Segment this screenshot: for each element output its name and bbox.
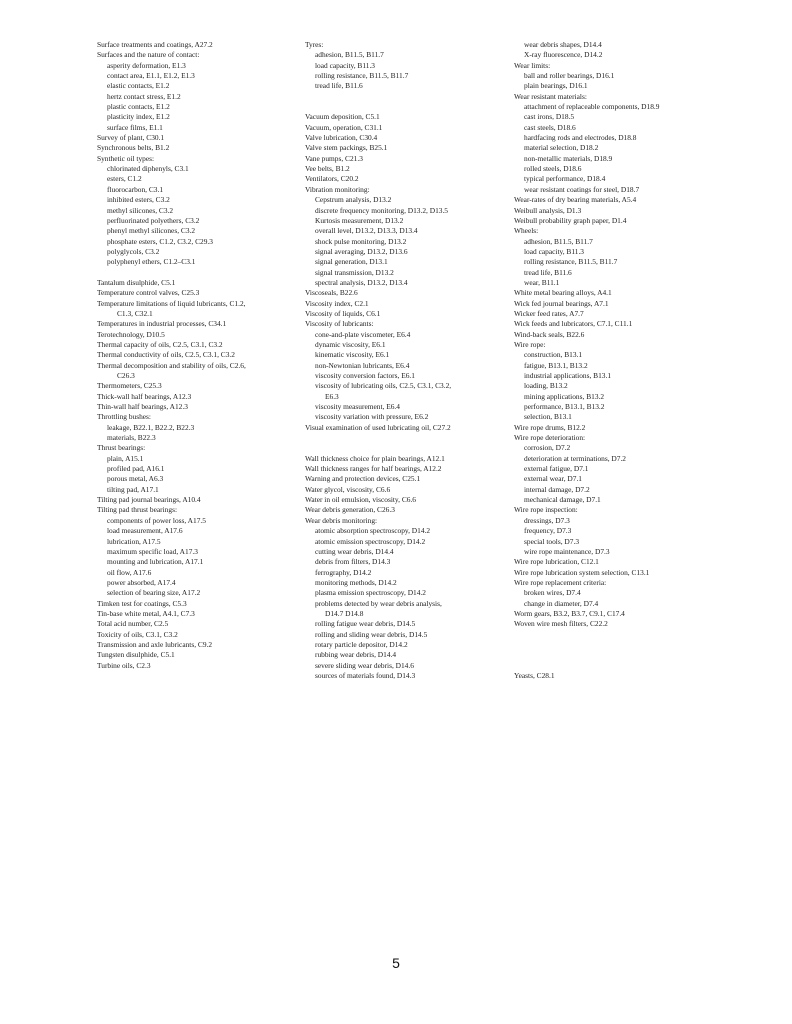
index-entry: Wire rope replacement criteria: (514, 577, 607, 587)
index-subentry: oil flow, A17.6 (107, 567, 152, 577)
index-subentry: construction, B13.1 (524, 350, 583, 360)
index-subentry: components of power loss, A17.5 (107, 515, 206, 525)
index-subentry: load capacity, B11.3 (524, 246, 584, 256)
index-entry: Viscosity index, C2.1 (305, 298, 369, 308)
index-entry: Thermometers, C25.3 (97, 381, 162, 391)
index-subentry: load capacity, B11.3 (315, 60, 375, 70)
index-entry: Water glycol, viscosity, C6.6 (305, 484, 391, 494)
index-subentry: Cepstrum analysis, D13.2 (315, 195, 392, 205)
index-subentry: viscosity of lubricating oils, C2.5, C3.1, C3.2, (315, 381, 452, 391)
index-gap (514, 661, 714, 671)
index-subentry: overall level, D13.2, D13.3, D13.4 (315, 226, 418, 236)
index-entry: Vane pumps, C21.3 (305, 153, 363, 163)
index-subentry: rolling and sliding wear debris, D14.5 (315, 629, 428, 639)
index-entry: Tilting pad journal bearings, A10.4 (97, 495, 201, 505)
index-subentry: viscosity measurement, E6.4 (315, 402, 400, 412)
index-subentry: C1.3, C32.1 (117, 308, 153, 318)
index-entry: Wire rope lubrication, C12.1 (514, 557, 599, 567)
index-subentry: phenyl methyl silicones, C3.2 (107, 226, 196, 236)
index-subentry: E6.3 (325, 391, 339, 401)
index-entry: Vacuum deposition, C5.1 (305, 112, 380, 122)
index-entry: Wall thickness choice for plain bearings, A12.1 (305, 453, 445, 463)
index-entry: Vibration monitoring: (305, 184, 370, 194)
index-entry: Synthetic oil types: (97, 153, 155, 163)
index-column-2 (305, 40, 505, 681)
index-entry: Tilting pad thrust bearings: (97, 505, 177, 515)
index-entry: Wick fed journal bearings, A7.1 (514, 298, 609, 308)
index-entry: Wear limits: (514, 60, 551, 70)
index-subentry: tread life, B11.6 (524, 267, 572, 277)
index-subentry: material selection, D18.2 (524, 143, 599, 153)
index-subentry: chlorinated diphenyls, C3.1 (107, 164, 189, 174)
index-entry: Wire rope drums, B12.2 (514, 422, 586, 432)
index-entry: Transmission and axle lubricants, C9.2 (97, 639, 213, 649)
index-entry: Viscosity of lubricants: (305, 319, 374, 329)
index-subentry: frequency, D7.3 (524, 526, 572, 536)
index-entry: Weibull analysis, D1.3 (514, 205, 582, 215)
index-subentry: viscosity variation with pressure, E6.2 (315, 412, 429, 422)
index-subentry: porous metal, A6.3 (107, 474, 164, 484)
index-entry: Wire rope deterioration: (514, 433, 586, 443)
index-subentry: rotary particle depositor, D14.2 (315, 639, 408, 649)
index-subentry: leakage, B22.1, B22.2, B22.3 (107, 422, 195, 432)
index-subentry: inhibited esters, C3.2 (107, 195, 170, 205)
index-gap (514, 640, 714, 650)
index-entry: Temperature control valves, C25.3 (97, 288, 200, 298)
index-subentry: dynamic viscosity, E6.1 (315, 339, 386, 349)
index-subentry: monitoring methods, D14.2 (315, 577, 397, 587)
index-gap (305, 102, 505, 112)
index-entry: White metal bearing alloys, A4.1 (514, 288, 612, 298)
index-entry: Tyres: (305, 40, 324, 49)
index-gap (514, 650, 714, 660)
index-entry: Warning and protection devices, C25.1 (305, 474, 421, 484)
index-subentry: non-metallic materials, D18.9 (524, 153, 613, 163)
index-subentry: ferrography, D14.2 (315, 567, 372, 577)
index-subentry: methyl silicones, C3.2 (107, 205, 174, 215)
index-subentry: D14.7 D14.8 (325, 608, 364, 618)
index-subentry: cutting wear debris, D14.4 (315, 546, 394, 556)
index-entry: Wick feeds and lubricators, C7.1, C11.1 (514, 319, 633, 329)
index-subentry: signal transmission, D13.2 (315, 267, 394, 277)
index-subentry: wire rope maintenance, D7.3 (524, 546, 610, 556)
index-entry: Thrust bearings: (97, 443, 146, 453)
index-subentry: signal averaging, D13.2, D13.6 (315, 246, 408, 256)
index-gap (97, 268, 297, 278)
index-subentry: cone-and-plate viscometer, E6.4 (315, 329, 411, 339)
index-subentry: typical performance, D18.4 (524, 174, 606, 184)
index-subentry: adhesion, B11.5, B11.7 (524, 236, 593, 246)
index-subentry: industrial applications, B13.1 (524, 371, 612, 380)
index-entry: Viscosity of liquids, C6.1 (305, 308, 381, 318)
index-subentry: polyphenyl ethers, C1.2–C3.1 (107, 257, 196, 267)
index-entry: Ventilators, C20.2 (305, 174, 359, 184)
index-entry: Wheels: (514, 226, 539, 236)
index-subentry: power absorbed, A17.4 (107, 577, 176, 587)
index-entry: Wire rope: (514, 339, 546, 349)
index-subentry: attachment of replaceable components, D18.9 (524, 102, 660, 112)
index-subentry: elastic contacts, E1.2 (107, 81, 170, 91)
index-entry: Wall thickness ranges for half bearings, A12.2 (305, 464, 442, 474)
index-entry: Tantalum disulphide, C5.1 (97, 277, 176, 287)
index-subentry: dressings, D7.3 (524, 515, 570, 525)
index-entry: Valve lubrication, C30.4 (305, 133, 378, 143)
index-entry: Survey of plant, C30.1 (97, 133, 165, 143)
index-subentry: phosphate esters, C1.2, C3.2, C29.3 (107, 236, 213, 246)
index-entry: Total acid number, C2.5 (97, 619, 169, 629)
index-subentry: fatigue, B13.1, B13.2 (524, 360, 588, 370)
index-subentry: tread life, B11.6 (315, 81, 363, 91)
index-entry: Tungsten disulphide, C5.1 (97, 650, 175, 660)
index-subentry: fluorocarbon, C3.1 (107, 184, 164, 194)
index-entry: Toxicity of oils, C3.1, C3.2 (97, 629, 178, 639)
index-subentry: asperity deformation, E1.3 (107, 60, 186, 70)
index-entry: Thermal capacity of oils, C2.5, C3.1, C3.2 (97, 339, 223, 349)
index-entry: Surface treatments and coatings, A27.2 (97, 40, 213, 49)
index-gap (514, 630, 714, 640)
index-subentry: polyglycols, C3.2 (107, 246, 160, 256)
index-subentry: mounting and lubrication, A17.1 (107, 557, 204, 567)
index-entry: Throttling bushes: (97, 412, 151, 422)
index-subentry: rolling fatigue wear debris, D14.5 (315, 619, 416, 629)
index-entry: Wear-rates of dry bearing materials, A5.4 (514, 195, 637, 205)
index-subentry: load measurement, A17.6 (107, 526, 183, 536)
index-column-3 (514, 40, 714, 681)
index-entry: Thick-wall half bearings, A12.3 (97, 391, 192, 401)
page-number: 5 (392, 955, 400, 971)
index-subentry: selection of bearing size, A17.2 (107, 588, 201, 598)
index-gap (305, 92, 505, 102)
index-subentry: rolling resistance, B11.5, B11.7 (315, 71, 409, 81)
index-subentry: selection, B13.1 (524, 412, 572, 422)
index-subentry: cast steels, D18.6 (524, 122, 576, 132)
index-subentry: cast irons, D18.5 (524, 112, 575, 122)
index-subentry: atomic absorption spectroscopy, D14.2 (315, 526, 431, 536)
index-subentry: problems detected by wear debris analysis, (315, 598, 442, 608)
index-entry: Surfaces and the nature of contact: (97, 50, 200, 60)
index-subentry: profiled pad, A16.1 (107, 464, 165, 474)
index-subentry: wear debris shapes, D14.4 (524, 40, 602, 49)
index-subentry: internal damage, D7.2 (524, 484, 590, 494)
index-subentry: performance, B13.1, B13.2 (524, 402, 605, 412)
index-subentry: plain bearings, D16.1 (524, 81, 588, 91)
index-subentry: rolled steels, D18.6 (524, 164, 582, 174)
index-subentry: external fatigue, D7.1 (524, 464, 589, 474)
index-entry: Wind-back seals, B22.6 (514, 329, 585, 339)
index-entry: Turbine oils, C2.3 (97, 660, 151, 670)
index-entry: Water in oil emulsion, viscosity, C6.6 (305, 495, 417, 505)
index-subentry: kinematic viscosity, E6.1 (315, 350, 390, 360)
index-subentry: X-ray fluorescence, D14.2 (524, 50, 603, 60)
index-entry: Thermal conductivity of oils, C2.5, C3.1, C3.2 (97, 350, 235, 360)
index-subentry: maximum specific load, A17.3 (107, 546, 198, 556)
index-gap (305, 433, 505, 443)
index-entry: Woven wire mesh filters, C22.2 (514, 619, 608, 629)
index-subentry: plain, A15.1 (107, 453, 144, 463)
index-entry: Weibull probability graph paper, D1.4 (514, 215, 627, 225)
index-subentry: shock pulse monitoring, D13.2 (315, 236, 407, 246)
index-entry: Vee belts, B1.2 (305, 164, 350, 174)
index-subentry: plasticity index, E1.2 (107, 112, 170, 122)
index-subentry: surface films, E1.1 (107, 122, 163, 132)
index-subentry: Kurtosis measurement, D13.2 (315, 215, 404, 225)
index-subentry: perfluorinated polyethers, C3.2 (107, 215, 200, 225)
index-entry: Wear debris generation, C26.3 (305, 505, 395, 515)
index-subentry: wear, B11.1 (524, 277, 560, 287)
index-subentry: external wear, D7.1 (524, 474, 582, 484)
index-subentry: severe sliding wear debris, D14.6 (315, 660, 414, 670)
index-entry: Temperature limitations of liquid lubricants, C1.2, (97, 298, 246, 308)
index-entry: Valve stem packings, B25.1 (305, 143, 388, 153)
index-subentry: mining applications, B13.2 (524, 391, 605, 401)
index-entry: Viscoseals, B22.6 (305, 288, 358, 298)
index-subentry: rubbing wear debris, D14.4 (315, 650, 397, 660)
index-subentry: tilting pad, A17.1 (107, 484, 159, 494)
index-subentry: change in diameter, D7.4 (524, 598, 599, 608)
index-entry: Worm gears, B3.2, B3.7, C9.1, C17.4 (514, 608, 625, 618)
index-entry: Timken test for coatings, C5.3 (97, 598, 187, 608)
index-entry: Temperatures in industrial processes, C34.1 (97, 319, 227, 329)
index-entry: Wear debris monitoring: (305, 515, 378, 525)
index-subentry: deterioration at terminations, D7.2 (524, 453, 627, 463)
index-subentry: sources of materials found, D14.3 (315, 670, 416, 680)
index-subentry: broken wires, D7.4 (524, 588, 581, 598)
index-subentry: loading, B13.2 (524, 381, 568, 391)
index-subentry: adhesion, B11.5, B11.7 (315, 50, 384, 60)
index-subentry: plasma emission spectroscopy, D14.2 (315, 588, 426, 598)
index-subentry: contact area, E1.1, E1.2, E1.3 (107, 71, 195, 81)
index-column-1 (97, 40, 297, 671)
index-entry: Thermal decomposition and stability of oils, C2.6, (97, 360, 246, 370)
index-subentry: debris from filters, D14.3 (315, 557, 391, 567)
index-subentry: signal generation, D13.1 (315, 257, 388, 267)
index-entry: Visual examination of used lubricating oil, C27.2 (305, 422, 451, 432)
index-subentry: special tools, D7.3 (524, 536, 580, 546)
index-subentry: non-Newtonian lubricants, E6.4 (315, 360, 410, 370)
index-gap (305, 443, 505, 453)
index-entry: Thin-wall half bearings, A12.3 (97, 402, 188, 412)
index-subentry: viscosity conversion factors, E6.1 (315, 371, 415, 380)
index-entry: Wear resistant materials: (514, 91, 587, 101)
index-subentry: hardfacing rods and electrodes, D18.8 (524, 133, 637, 143)
index-subentry: materials, B22.3 (107, 433, 156, 443)
index-subentry: ball and roller bearings, D16.1 (524, 71, 615, 81)
index-subentry: C26.3 (117, 371, 135, 380)
index-subentry: mechanical damage, D7.1 (524, 495, 601, 505)
index-subentry: lubrication, A17.5 (107, 536, 161, 546)
index-subentry: wear resistant coatings for steel, D18.7 (524, 184, 640, 194)
index-subentry: spectral analysis, D13.2, D13.4 (315, 277, 408, 287)
index-subentry: esters, C1.2 (107, 174, 142, 184)
index-entry: Wicker feed rates, A7.7 (514, 308, 584, 318)
index-subentry: corrosion, D7.2 (524, 443, 571, 453)
index-entry: Terotechnology, D10.5 (97, 329, 165, 339)
index-entry: Yeasts, C28.1 (514, 670, 555, 680)
index-subentry: rolling resistance, B11.5, B11.7 (524, 257, 618, 267)
index-entry: Synchronous belts, B1.2 (97, 143, 170, 153)
index-entry: Wire rope inspection: (514, 505, 578, 515)
index-entry: Tin-base white metal, A4.1, C7.3 (97, 608, 195, 618)
index-entry: Vacuum, operation, C31.1 (305, 122, 383, 132)
index-subentry: discrete frequency monitoring, D13.2, D13.5 (315, 205, 448, 215)
index-subentry: atomic emission spectroscopy, D14.2 (315, 536, 426, 546)
index-subentry: hertz contact stress, E1.2 (107, 91, 181, 101)
index-subentry: plastic contacts, E1.2 (107, 102, 170, 112)
index-entry: Wire rope lubrication system selection, C13.1 (514, 567, 650, 577)
